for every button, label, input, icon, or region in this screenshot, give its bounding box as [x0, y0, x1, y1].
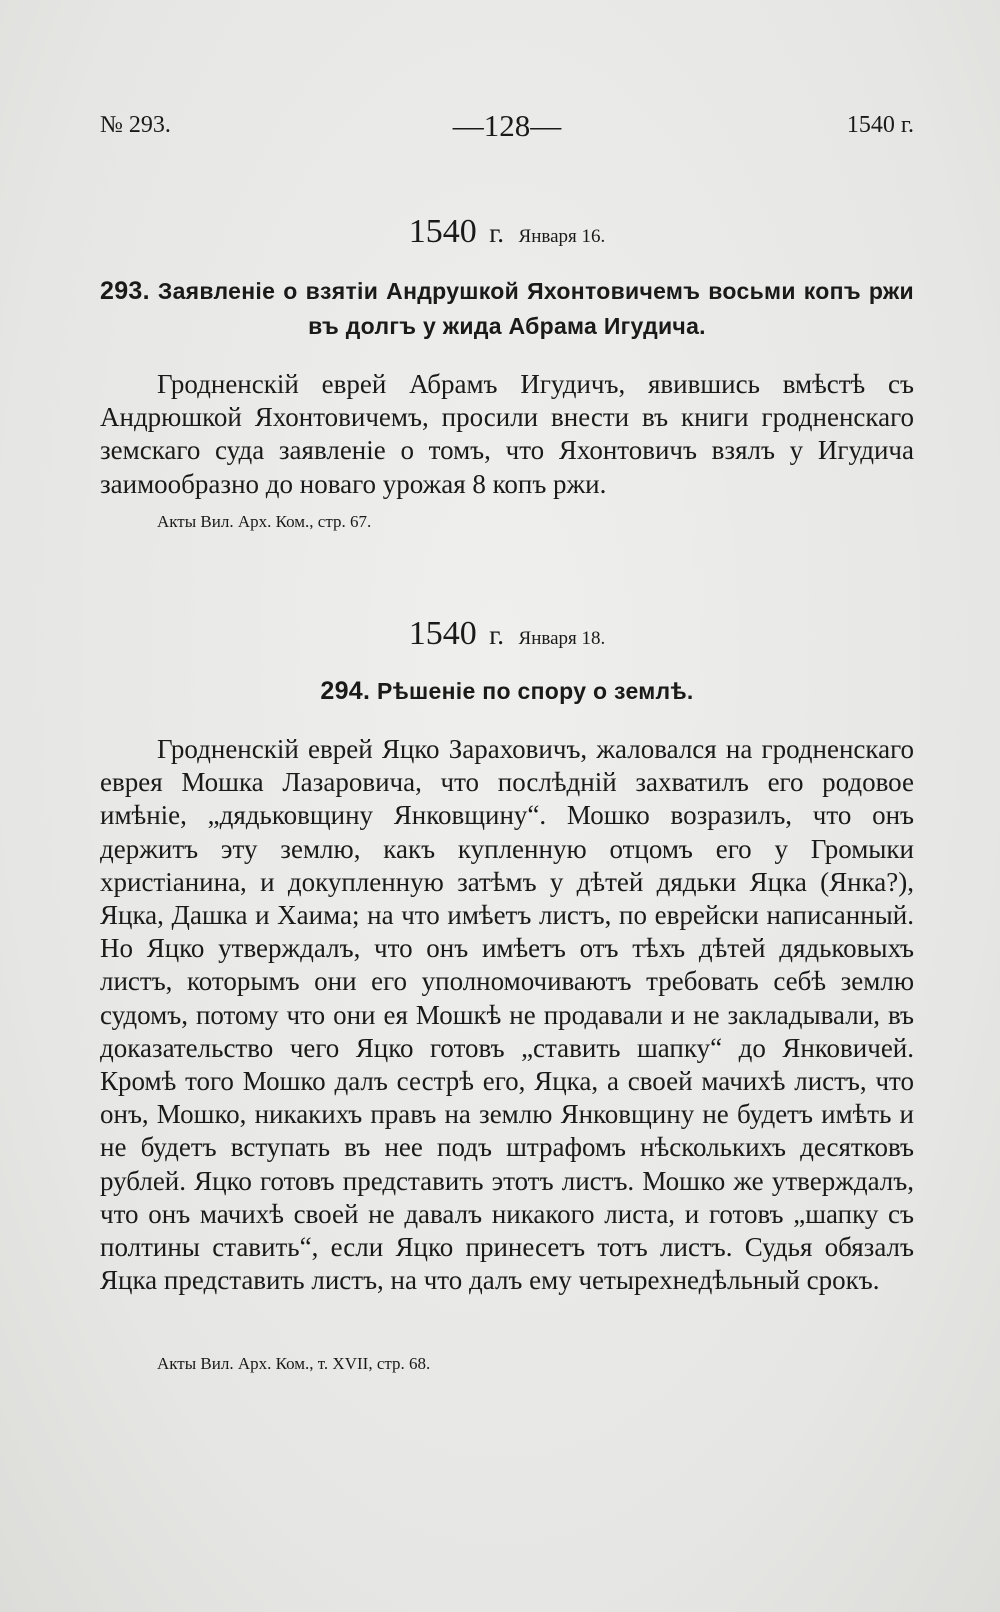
entry-year: 1540	[408, 615, 477, 652]
entry-number: 293.	[100, 277, 150, 305]
running-head	[100, 108, 914, 144]
entry-year-suffix: г.	[489, 218, 505, 248]
entry-day-month: Января 16.	[518, 226, 606, 247]
entry-body-294: Гродненскій еврей Яцко Зараховичъ, жаловался на гродненскаго еврея Мошка Лазаровича, что послѣдній захватилъ его родовое имѣніе, „дядьковщину Янковщину“. Мошко возразилъ, что онъ держитъ эту землю, какъ купленную отцомъ его у Громыки христіанина, и докупленную затѣмъ у дѣтей дядьки Яцка (Янка?), Яцка, Дашка и Хаима; на что имѣетъ листъ, по еврейски написанный. Но Яцко утверждалъ, что онъ имѣетъ отъ тѣхъ дѣтей дядьковыхъ листъ, которымъ они его уполномочиваютъ требовать себѣ землю судомъ, потому что они ея Мошкѣ не продавали и не закладывали, въ доказательство чего Яцко готовъ „ставить шапку“ до Янковичей. Кромѣ того Мошко далъ сестрѣ его, Яцка, а своей мачихѣ листъ, что онъ, Мошко, никакихъ правъ на землю Янковщину не будетъ имѣть и не будетъ вступать въ нее подъ штрафомъ нѣсколькихъ десятковъ рублей. Яцко готовъ представить этотъ листъ. Мошко же утверждалъ, что онъ мачихѣ своей не давалъ никакого листа, и готовъ „шапку съ полтины ставить“, если Яцко принесетъ тотъ листъ. Судья обязалъ Яцка представить листъ, на что далъ ему четырехнедѣльный срокъ.	[100, 734, 914, 1296]
entry-body-293: Гродненскій еврей Абрамъ Игудичъ, явившись вмѣстѣ съ Андрюшкой Яхонтовичемъ, просили внести въ книги гродненскаго земскаго суда заявленіе о томъ, что Яхонтовичъ взялъ у Игудича заимообразно до новаго урожая 8 копъ ржи.	[100, 369, 914, 499]
entry-heading: Рѣшеніе по спору о землѣ.	[376, 678, 694, 704]
entry-day-month: Января 18.	[518, 628, 606, 649]
document-number: № 293.	[100, 112, 171, 138]
entry-date-293	[100, 212, 914, 257]
entry-number: 294.	[320, 677, 371, 705]
entry-title-293	[100, 274, 914, 344]
entry-heading: Заявленіе о взятіи Андрушкой Яхонтовичемъ восьми копъ ржи въ долгъ у жида Абрама Игудича.	[157, 278, 914, 339]
entry-source-294: Акты Вил. Арх. Ком., т. XVII, стр. 68.	[157, 1354, 431, 1373]
entry-year-suffix: г.	[489, 620, 505, 650]
header-year: 1540 г.	[846, 112, 914, 138]
entry-date-294	[100, 614, 914, 659]
entry-source-293: Акты Вил. Арх. Ком., стр. 67.	[157, 512, 372, 531]
page-number: —128—	[452, 108, 562, 143]
entry-year: 1540	[408, 213, 477, 250]
entry-title-294	[100, 674, 914, 709]
